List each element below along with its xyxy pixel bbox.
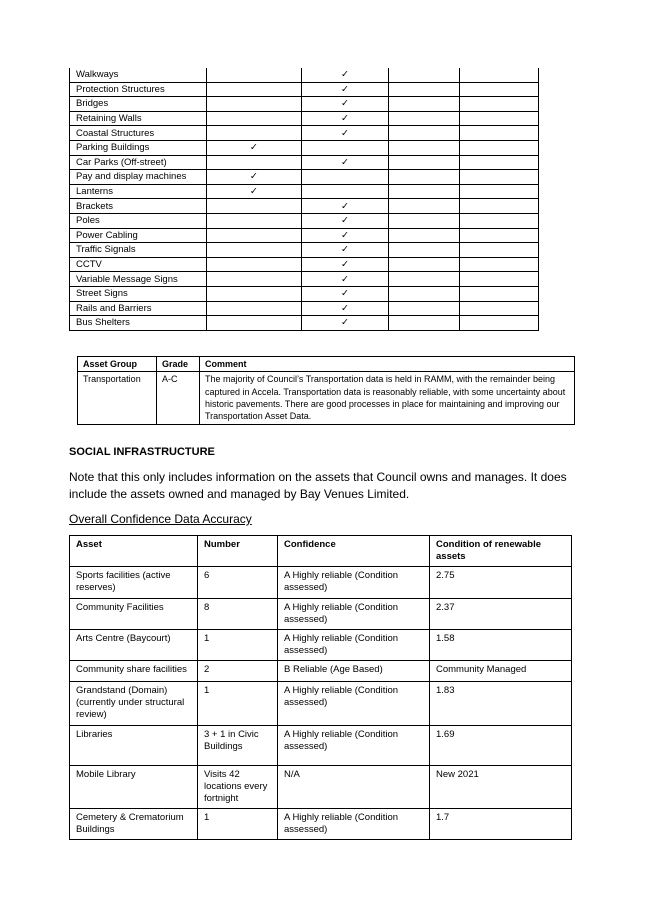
- asset-row-check-1: [206, 199, 302, 214]
- social-row-asset: Mobile Library: [70, 766, 198, 809]
- asset-row-name: Retaining Walls: [70, 111, 207, 126]
- asset-row-empty-3: [388, 184, 460, 199]
- asset-row-check-1: [206, 257, 302, 272]
- asset-row-name: Poles: [70, 213, 207, 228]
- asset-row-check-2: [302, 140, 389, 155]
- asset-row-check-2: [302, 184, 389, 199]
- social-row-asset: Sports facilities (active reserves): [70, 567, 198, 599]
- social-row-asset: Community share facilities: [70, 661, 198, 682]
- header-condition: Condition of renewable assets: [430, 536, 572, 567]
- social-row-confidence: B Reliable (Age Based): [278, 661, 430, 682]
- section-heading: SOCIAL INFRASTRUCTURE: [69, 446, 215, 458]
- social-row-condition: 1.7: [430, 809, 572, 840]
- asset-row-empty-4: [460, 272, 539, 287]
- asset-row-check-2: ✓: [302, 286, 389, 301]
- asset-row-check-1: [206, 213, 302, 228]
- asset-row-check-1: [206, 68, 302, 82]
- asset-row-empty-4: [460, 301, 539, 316]
- asset-row-check-1: [206, 155, 302, 170]
- asset-row-empty-4: [460, 316, 539, 331]
- social-row-confidence: A Highly reliable (Condition assessed): [278, 809, 430, 840]
- asset-row-empty-4: [460, 286, 539, 301]
- asset-row-check-1: [206, 97, 302, 112]
- asset-row-empty-4: [460, 257, 539, 272]
- asset-row-empty-3: [388, 155, 460, 170]
- asset-row-empty-3: [388, 316, 460, 331]
- asset-row-empty-3: [388, 68, 460, 82]
- asset-row-name: Walkways: [70, 68, 207, 82]
- asset-row-check-1: [206, 301, 302, 316]
- asset-row: [70, 140, 539, 155]
- social-row-confidence: A Highly reliable (Condition assessed): [278, 599, 430, 630]
- asset-row-empty-4: [460, 140, 539, 155]
- asset-row: [70, 82, 539, 97]
- social-row-number: 3 + 1 in Civic Buildings: [198, 726, 278, 766]
- asset-row-name: Power Cabling: [70, 228, 207, 243]
- asset-row-empty-3: [388, 170, 460, 185]
- asset-row-check-2: ✓: [302, 316, 389, 331]
- social-row-asset: Libraries: [70, 726, 198, 766]
- social-row-confidence: A Highly reliable (Condition assessed): [278, 682, 430, 726]
- grade-table: [77, 356, 575, 425]
- grade-table-row: [78, 372, 575, 425]
- social-row-confidence: A Highly reliable (Condition assessed): [278, 726, 430, 766]
- asset-row-check-1: ✓: [206, 140, 302, 155]
- asset-row-check-2: ✓: [302, 199, 389, 214]
- social-row-confidence: A Highly reliable (Condition assessed): [278, 630, 430, 661]
- asset-row-empty-4: [460, 243, 539, 258]
- header-comment: Comment: [200, 357, 575, 372]
- asset-row-check-2: ✓: [302, 82, 389, 97]
- asset-row: [70, 68, 539, 82]
- asset-row-empty-3: [388, 111, 460, 126]
- social-row: [70, 567, 572, 599]
- asset-row: [70, 243, 539, 258]
- social-row: [70, 682, 572, 726]
- asset-row-empty-3: [388, 140, 460, 155]
- asset-row: [70, 272, 539, 287]
- social-row-condition: 1.58: [430, 630, 572, 661]
- header-number: Number: [198, 536, 278, 567]
- asset-row-name: CCTV: [70, 257, 207, 272]
- asset-row-name: Brackets: [70, 199, 207, 214]
- asset-row: [70, 126, 539, 141]
- social-row: [70, 661, 572, 682]
- asset-row-name: Rails and Barriers: [70, 301, 207, 316]
- social-row-number: 8: [198, 599, 278, 630]
- asset-row-check-1: [206, 82, 302, 97]
- asset-row-name: Pay and display machines: [70, 170, 207, 185]
- asset-row-name: Protection Structures: [70, 82, 207, 97]
- asset-row: [70, 199, 539, 214]
- asset-row-name: Variable Message Signs: [70, 272, 207, 287]
- social-row-asset: Arts Centre (Baycourt): [70, 630, 198, 661]
- asset-row-name: Coastal Structures: [70, 126, 207, 141]
- header-asset-group: Asset Group: [78, 357, 157, 372]
- asset-row: [70, 170, 539, 185]
- social-row-number: 1: [198, 682, 278, 726]
- asset-row-empty-3: [388, 243, 460, 258]
- social-row-condition: 2.75: [430, 567, 572, 599]
- asset-row-name: Parking Buildings: [70, 140, 207, 155]
- asset-row-empty-3: [388, 228, 460, 243]
- comment-cell: The majority of Council’s Transportation data is held in RAMM, with the remainder being captured in Accela. Transportation data is reasonably reliable, with some uncertainty about historic pavements. There are good processes in place for maintaining and improving our Transportation Asset Data.: [200, 372, 575, 425]
- asset-row-check-1: ✓: [206, 184, 302, 199]
- asset-row-check-2: ✓: [302, 243, 389, 258]
- social-row: [70, 766, 572, 809]
- social-row-condition: 1.83: [430, 682, 572, 726]
- grade-table-header-row: [78, 357, 575, 372]
- asset-row: [70, 155, 539, 170]
- social-row-condition: Community Managed: [430, 661, 572, 682]
- social-row-number: 1: [198, 630, 278, 661]
- asset-row-check-2: ✓: [302, 68, 389, 82]
- asset-row-check-2: ✓: [302, 213, 389, 228]
- grade-cell: A-C: [157, 372, 200, 425]
- asset-row-empty-4: [460, 111, 539, 126]
- asset-row-empty-4: [460, 97, 539, 112]
- asset-row: [70, 286, 539, 301]
- asset-row-check-2: ✓: [302, 111, 389, 126]
- asset-row-empty-4: [460, 126, 539, 141]
- asset-checklist-body: [70, 68, 539, 330]
- social-row: [70, 630, 572, 661]
- asset-row-name: Traffic Signals: [70, 243, 207, 258]
- social-infrastructure-table: [69, 535, 572, 840]
- asset-row-check-1: [206, 272, 302, 287]
- social-row-confidence: A Highly reliable (Condition assessed): [278, 567, 430, 599]
- asset-row-empty-4: [460, 155, 539, 170]
- asset-row-check-2: ✓: [302, 97, 389, 112]
- asset-row-empty-4: [460, 213, 539, 228]
- asset-row: [70, 316, 539, 331]
- asset-checklist-table: [69, 68, 539, 331]
- asset-group-cell: Transportation: [78, 372, 157, 425]
- asset-row-empty-3: [388, 272, 460, 287]
- asset-row-check-1: [206, 111, 302, 126]
- social-row-condition: 1.69: [430, 726, 572, 766]
- social-row-condition: New 2021: [430, 766, 572, 809]
- asset-row-empty-4: [460, 184, 539, 199]
- social-table-body: [70, 567, 572, 840]
- asset-row: [70, 213, 539, 228]
- asset-row-check-2: ✓: [302, 272, 389, 287]
- asset-row-empty-3: [388, 301, 460, 316]
- asset-row-empty-4: [460, 228, 539, 243]
- social-row-asset: Cemetery & Crematorium Buildings: [70, 809, 198, 840]
- asset-row-name: Bridges: [70, 97, 207, 112]
- asset-row-name: Lanterns: [70, 184, 207, 199]
- asset-row-check-1: [206, 228, 302, 243]
- asset-row-empty-3: [388, 126, 460, 141]
- asset-row-empty-4: [460, 82, 539, 97]
- social-row-condition: 2.37: [430, 599, 572, 630]
- social-row: [70, 809, 572, 840]
- asset-row-check-2: ✓: [302, 126, 389, 141]
- asset-row: [70, 111, 539, 126]
- asset-row-empty-3: [388, 213, 460, 228]
- asset-row-check-1: [206, 126, 302, 141]
- social-row-number: Visits 42 locations every fortnight: [198, 766, 278, 809]
- asset-row-check-1: [206, 286, 302, 301]
- asset-row-check-2: ✓: [302, 155, 389, 170]
- social-row: [70, 599, 572, 630]
- asset-row-empty-3: [388, 257, 460, 272]
- asset-row: [70, 301, 539, 316]
- asset-row-empty-3: [388, 97, 460, 112]
- asset-row-empty-4: [460, 199, 539, 214]
- asset-row: [70, 184, 539, 199]
- section-note: Note that this only includes information on the assets that Council owns and manages. It does include the assets owned and managed by Bay Venues Limited.: [69, 470, 567, 501]
- social-row-number: 6: [198, 567, 278, 599]
- social-row-asset: Community Facilities: [70, 599, 198, 630]
- asset-row-check-2: ✓: [302, 257, 389, 272]
- social-row-number: 1: [198, 809, 278, 840]
- social-row: [70, 726, 572, 766]
- asset-row: [70, 228, 539, 243]
- asset-row-name: Car Parks (Off-street): [70, 155, 207, 170]
- asset-row-check-2: [302, 170, 389, 185]
- subheading: Overall Confidence Data Accuracy: [69, 512, 252, 526]
- header-confidence: Confidence: [278, 536, 430, 567]
- asset-row-check-2: ✓: [302, 301, 389, 316]
- social-table-header-row: [70, 536, 572, 567]
- asset-row: [70, 97, 539, 112]
- asset-row-name: Street Signs: [70, 286, 207, 301]
- asset-row-empty-4: [460, 170, 539, 185]
- asset-row: [70, 257, 539, 272]
- asset-row-name: Bus Shelters: [70, 316, 207, 331]
- asset-row-check-2: ✓: [302, 228, 389, 243]
- asset-row-check-1: ✓: [206, 170, 302, 185]
- social-row-confidence: N/A: [278, 766, 430, 809]
- header-asset: Asset: [70, 536, 198, 567]
- asset-row-empty-3: [388, 199, 460, 214]
- social-row-number: 2: [198, 661, 278, 682]
- asset-row-empty-3: [388, 82, 460, 97]
- social-row-asset: Grandstand (Domain) (currently under structural review): [70, 682, 198, 726]
- asset-row-empty-4: [460, 68, 539, 82]
- header-grade: Grade: [157, 357, 200, 372]
- asset-row-check-1: [206, 316, 302, 331]
- asset-row-check-1: [206, 243, 302, 258]
- asset-row-empty-3: [388, 286, 460, 301]
